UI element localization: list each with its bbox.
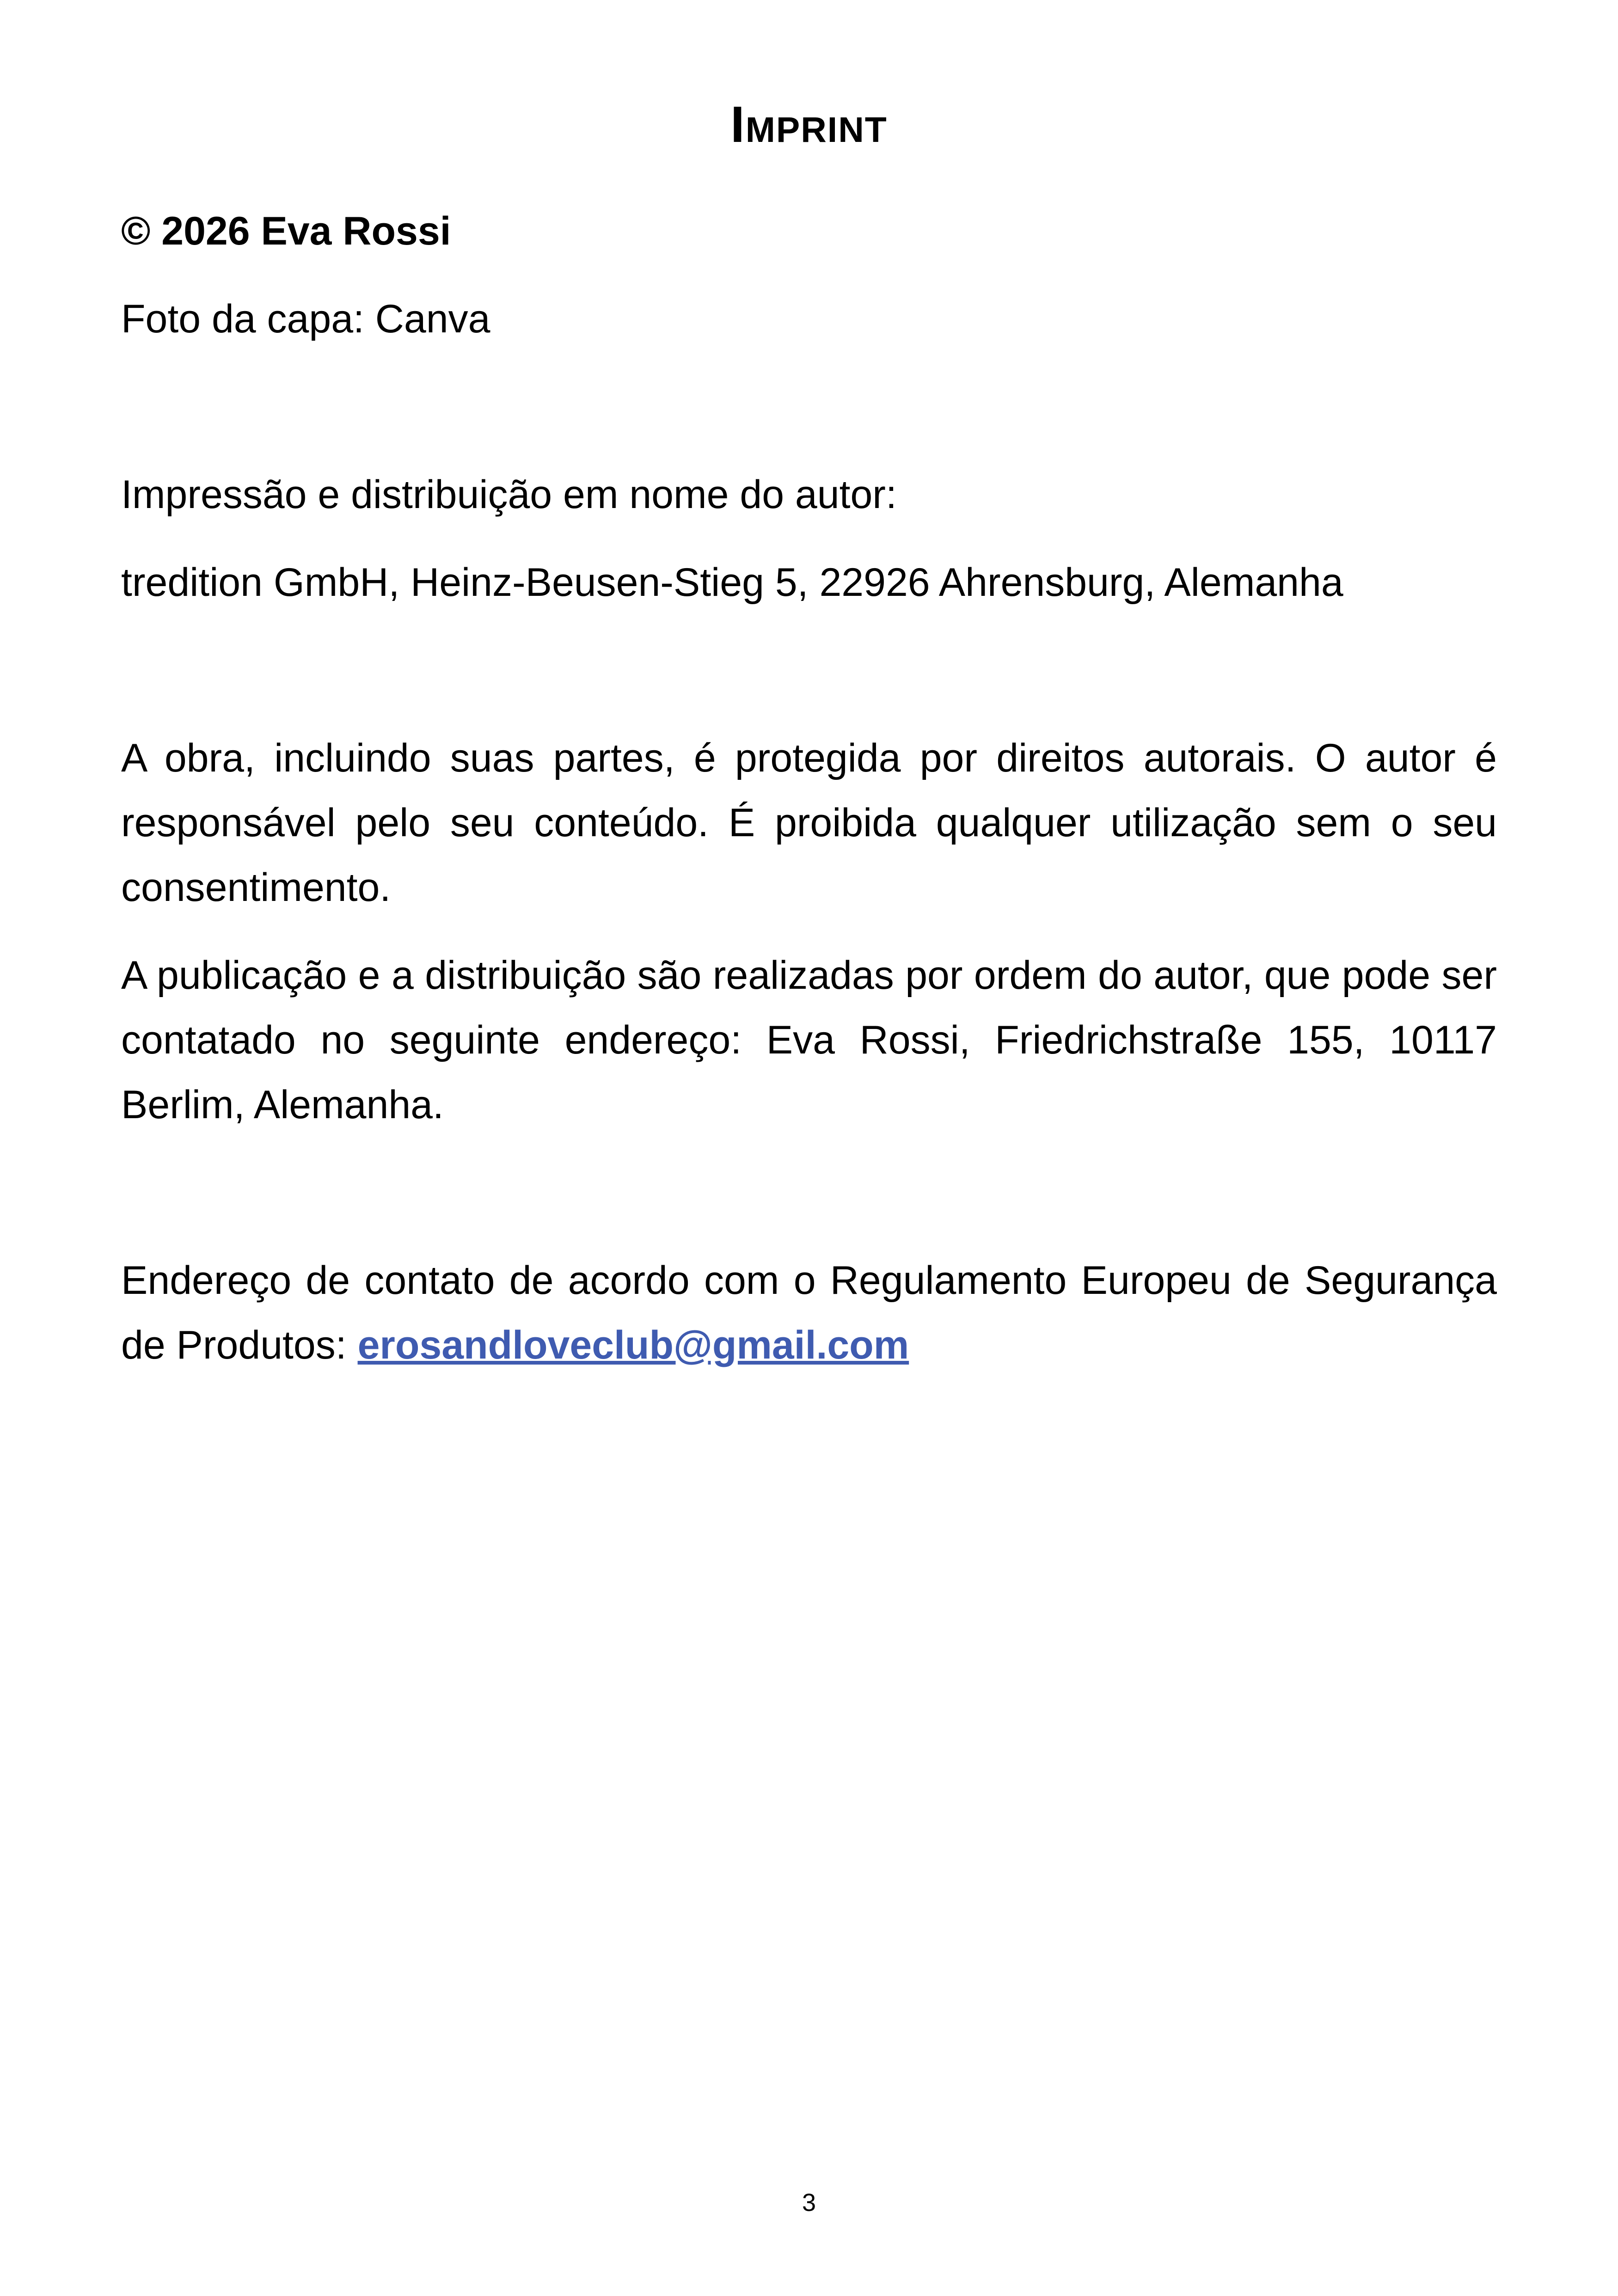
- cover-photo-credit: Foto da capa: Canva: [121, 297, 490, 341]
- printer-address: tredition GmbH, Heinz-Beusen-Stieg 5, 22926 Ahrensburg, Alemanha: [121, 560, 1343, 605]
- printing-label: Impressão e distribuição em nome do autor:: [121, 472, 897, 517]
- copyright-line: © 2026 Eva Rossi: [121, 209, 451, 253]
- contact-email-link[interactable]: erosandloveclub@gmail.com: [357, 1323, 909, 1367]
- page-number: 3: [802, 2189, 816, 2216]
- copyright-notice: A obra, incluindo suas partes, é protegida por direitos autorais. O autor é responsável pelo seu conteúdo. É proibida qualquer utilização sem o seu consentimento.: [121, 736, 1497, 910]
- contact-paragraph: [121, 1248, 1497, 1378]
- publication-notice: A publicação e a distribuição são realizadas por ordem do autor, que pode ser contatado no seguinte endereço: Eva Rossi, Friedrichstraße 155, 10117 Berlim, Alemanha.: [121, 953, 1497, 1127]
- page-title: Imprint: [730, 96, 888, 153]
- contact-label: Endereço de contato de acordo com o Regulamento Europeu de Segurança de Produtos:: [121, 1258, 1497, 1367]
